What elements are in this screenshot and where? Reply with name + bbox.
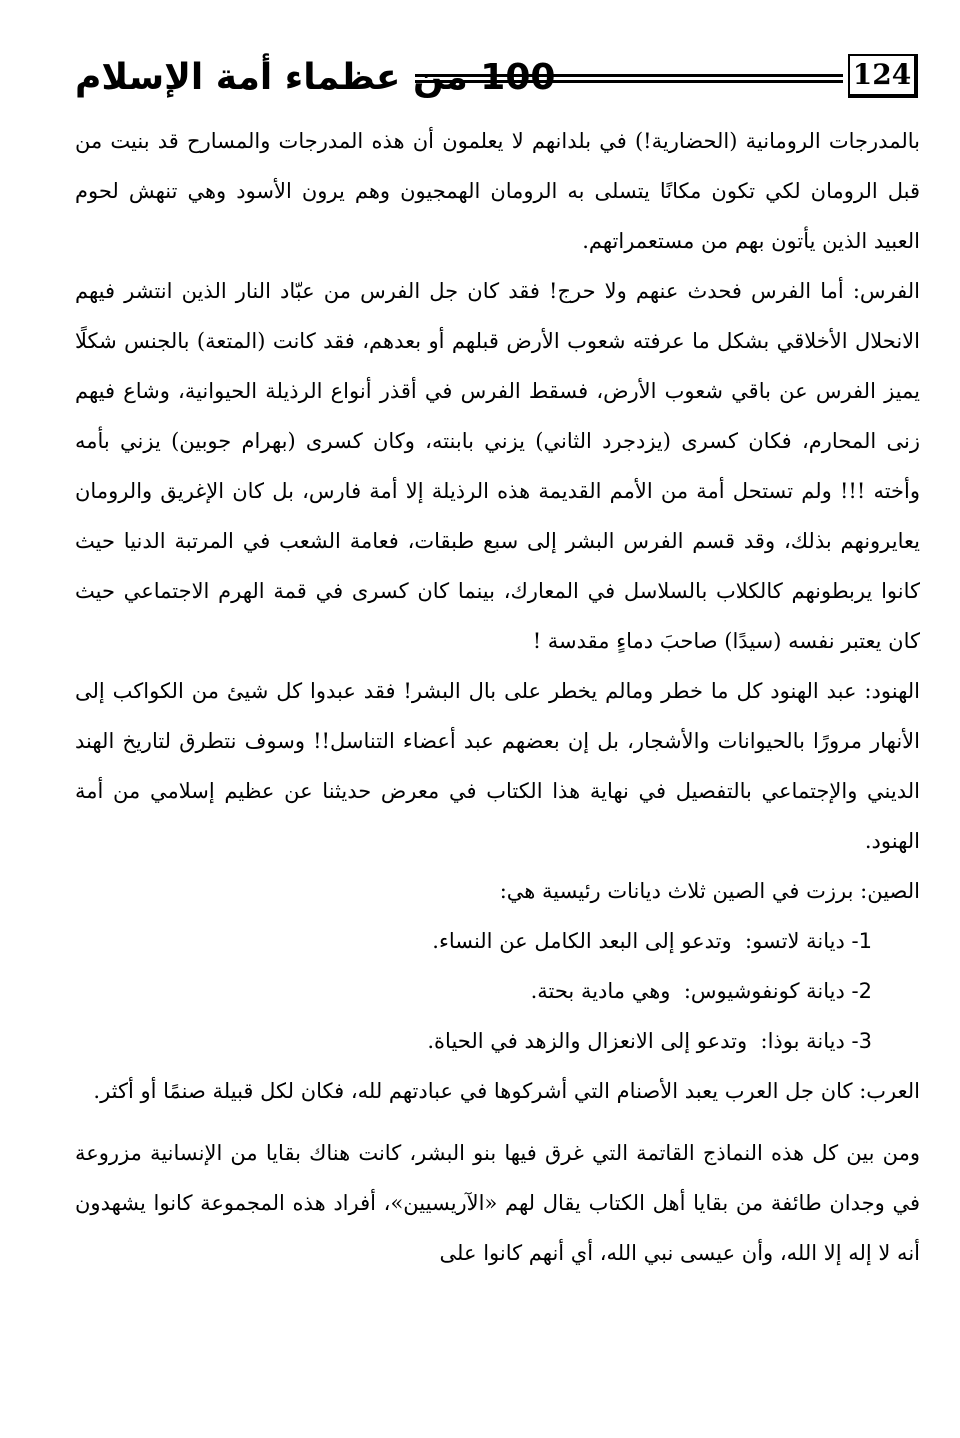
list-number: 3 [858,1029,872,1053]
paragraph-indians-text: عبد الهنود كل ما خطر ومالم يخطر على بال البشر! فقد عبدوا كل شيئ من الكواكب إلى الأنهار مرورًا بالحيوانات والأشجار، بل إن بعضهم عبد أعضاء التناسل!! وسوف نتطرق لتاريخ الهند الديني والإجتماعي بالتفصيل في نهاية هذا الكتاب في معرض حديثنا عن عظيم إسلامي من أمة الهنود. [75,679,920,853]
list-item [75,966,920,1016]
page-body [75,116,920,1278]
paragraph-arabs [75,1066,920,1116]
list-text: وتدعو إلى البعد الكامل عن النساء. [432,929,732,953]
page-header [75,54,918,106]
list-name: - ديانة كونفوشيوس: [683,979,859,1003]
term-persians: الفرس: [852,279,920,303]
paragraph-china-text: برزت في الصين ثلاث ديانات رئيسية هي: [499,879,854,903]
list-item [75,1016,920,1066]
list-text: وهي مادية بحتة. [530,979,671,1003]
header-rule [415,74,843,83]
term-china: الصين: [860,879,920,903]
term-indians: الهنود: [864,679,920,703]
list-name: - ديانة بوذا: [760,1029,859,1053]
list-item [75,916,920,966]
paragraph-persians-text: أما الفرس فحدث عنهم ولا حرج! فقد كان جل الفرس من عبّاد النار الذين انتشر فيهم الانحلال الأخلاقي بشكل ما عرفته شعوب الأرض قبلهم أو بعدهم، فقد كانت (المتعة) بالجنس شكلًا يميز الفرس عن باقي شعوب الأرض، فسقط الفرس في أقذر أنواع الرذيلة الحيوانية، وشاع فيهم زنى المحارم، فكان كسرى (يزدجرد الثاني) يزني بابنته، وكان كسرى (بهرام جوبين) يزني بأمه وأخته !!! ولم تستحل أمة من الأمم القديمة هذه الرذيلة إلا أمة فارس، بل كان الإغريق والرومان يعايرونهم بذلك، وقد قسم الفرس البشر إلى سبع طبقات، فعامة الشعب في المرتبة الدنيا حيث كانوا يربطونهم كالكلاب بالسلاسل في المعارك، بينما كان كسرى في قمة الهرم الاجتماعي حيث كان يعتبر نفسه (سيدًا) صاحبَ دماءٍ مقدسة ! [75,279,920,653]
list-number: 1 [858,929,872,953]
paragraph-persians [75,266,920,666]
book-title: 100 من عظماء أمة الإسلام [75,57,556,98]
paragraph-arabs-text: كان جل العرب يعبد الأصنام التي أشركوها في عبادتهم لله، فكان لكل قبيلة صنمًا أو أكثر. [93,1079,853,1103]
page-number: 124 [848,54,918,98]
paragraph-china [75,866,920,916]
paragraph-indians [75,666,920,866]
paragraph-arians: ومن بين كل هذه النماذج القاتمة التي غرق فيها بنو البشر، كانت هناك بقايا من الإنسانية مزروعة في وجدان طائفة من بقايا أهل الكتاب يقال لهم «الآريسيين»، أفراد هذه المجموعة كانوا يشهدون أنه لا إله إلا الله، وأن عيسى نبي الله، أي أنهم كانوا على [75,1141,920,1265]
list-name: - ديانة لاتسو: [745,929,859,953]
term-arabs: العرب: [859,1079,920,1103]
paragraph-romans: بالمدرجات الرومانية (الحضارية!) في بلدانهم لا يعلمون أن هذه المدرجات والمسارح قد بنيت من قبل الرومان لكي تكون مكانًا يتسلى به الرومان الهمجيون وهم يرون الأسود وهي تنهش لحوم العبيد الذين يأتون بهم من مستعمراتهم. [75,129,920,253]
list-text: وتدعو إلى الانعزال والزهد في الحياة. [427,1029,748,1053]
list-number: 2 [858,979,872,1003]
